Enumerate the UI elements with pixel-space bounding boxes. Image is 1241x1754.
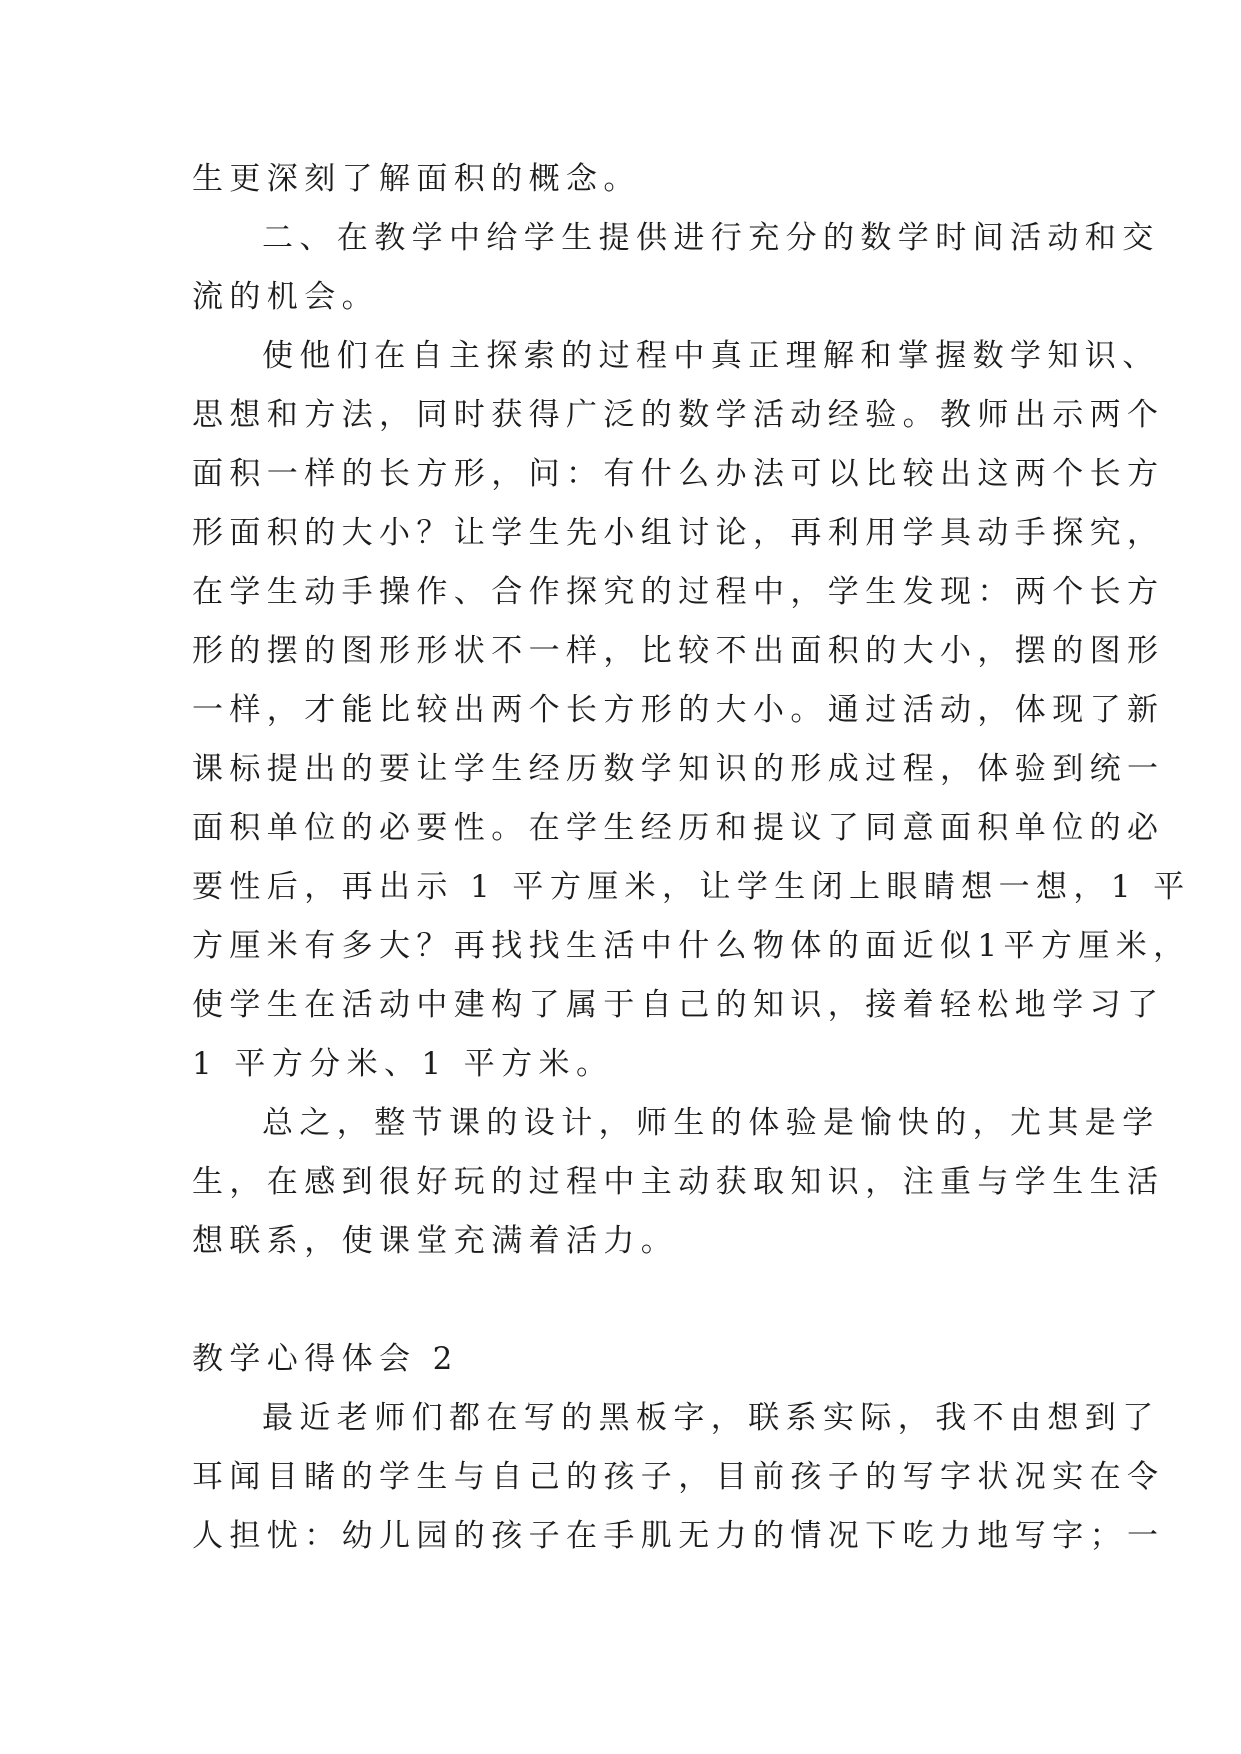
- text-line: 一样，才能比较出两个长方形的大小。通过活动，体现了新: [192, 692, 1165, 728]
- text-line: 在学生动手操作、合作探究的过程中，学生发现：两个长方: [192, 574, 1165, 610]
- text-line: 最近老师们都在写的黑板字，联系实际，我不由想到了: [262, 1400, 1160, 1436]
- document-page: [192, 150, 1191, 1566]
- text-line: 流的机会。: [192, 279, 379, 315]
- text-line: 人担忧：幼儿园的孩子在手肌无力的情况下吃力地写字；一: [192, 1518, 1165, 1554]
- text-line: 形的摆的图形形状不一样，比较不出面积的大小，摆的图形: [192, 633, 1165, 669]
- text-line: 面积一样的长方形，问：有什么办法可以比较出这两个长方: [192, 456, 1165, 492]
- text-line: 1 平方分米、1 平方米。: [192, 1046, 614, 1082]
- text-line: 想联系，使课堂充满着活力。: [192, 1223, 679, 1259]
- body-text: [192, 150, 1191, 1271]
- text-line: 课标提出的要让学生经历数学知识的形成过程，体验到统一: [192, 751, 1165, 787]
- text-line: 生更深刻了解面积的概念。: [192, 161, 641, 197]
- text-line: 生，在感到很好玩的过程中主动获取知识，注重与学生生活: [192, 1164, 1165, 1200]
- text-line: 思想和方法，同时获得广泛的数学活动经验。教师出示两个: [192, 397, 1165, 433]
- text-line: 面积单位的必要性。在学生经历和提议了同意面积单位的必: [192, 810, 1165, 846]
- text-line: 使学生在活动中建构了属于自己的知识，接着轻松地学习了: [192, 987, 1165, 1023]
- section-body-text: [192, 1389, 1165, 1566]
- text-line: 方厘米有多大？再找找生活中什么物体的面近似1平方厘米，: [192, 928, 1191, 964]
- section-title: 教学心得体会 2: [192, 1341, 459, 1377]
- text-line: 使他们在自主探索的过程中真正理解和掌握数学知识、: [262, 338, 1160, 374]
- text-line: 二、在教学中给学生提供进行充分的数学时间活动和交: [262, 220, 1160, 256]
- text-line: 要性后，再出示 1 平方厘米，让学生闭上眼睛想一想，1 平: [192, 869, 1191, 905]
- text-line: 耳闻目睹的学生与自己的孩子，目前孩子的写字状况实在令: [192, 1459, 1165, 1495]
- text-line: 形面积的大小？让学生先小组讨论，再利用学具动手探究，: [192, 515, 1165, 551]
- text-line: 总之，整节课的设计，师生的体验是愉快的，尤其是学: [262, 1105, 1160, 1141]
